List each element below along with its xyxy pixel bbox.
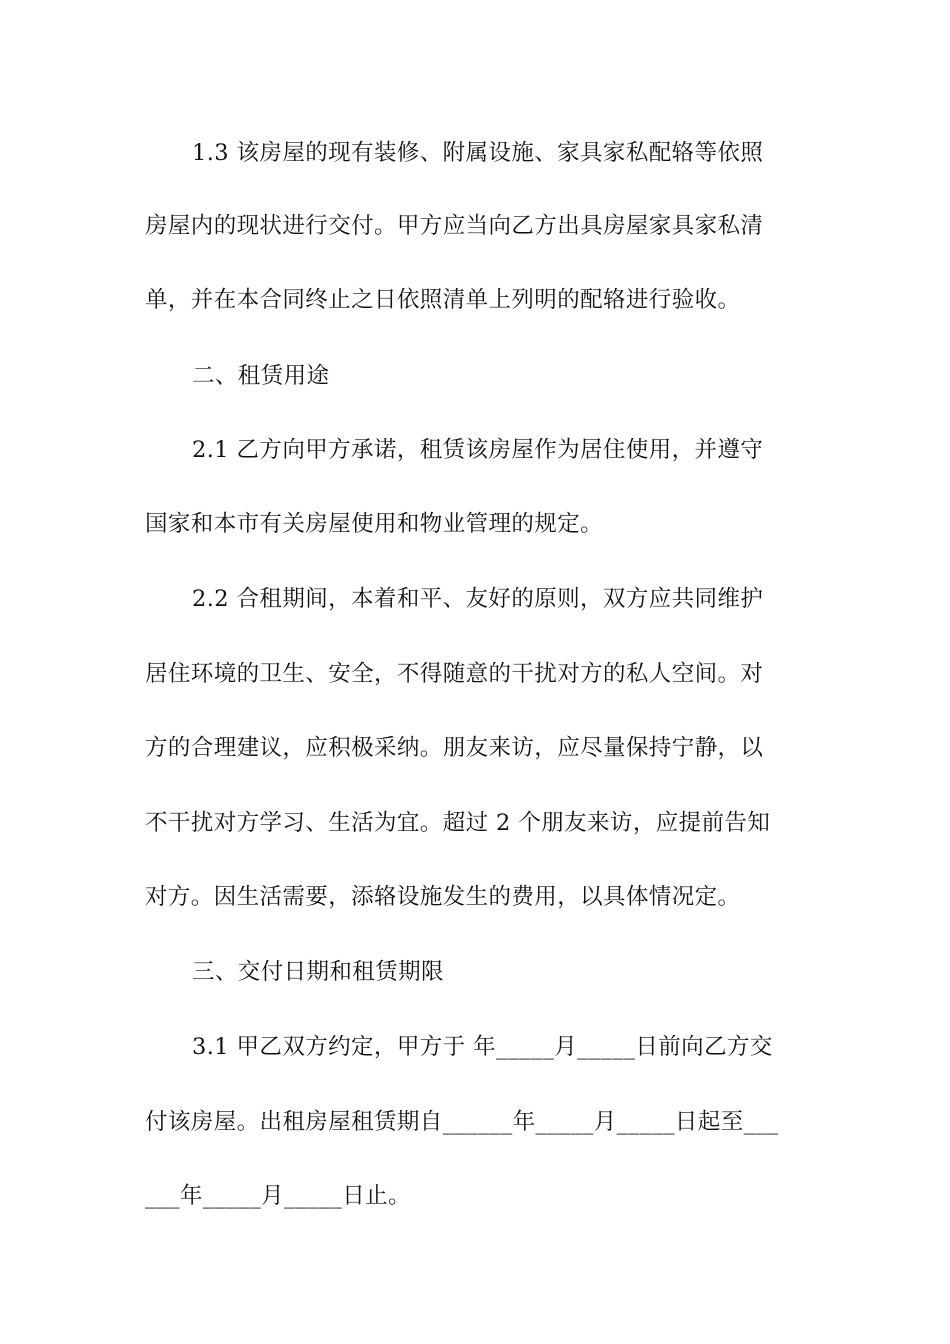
paragraph-3-1-line-3: ___年_____月_____日止。 <box>145 1183 411 1209</box>
paragraph-2-2-line-2: 居住环境的卫生、安全，不得随意的干扰对方的私人空间。对 <box>145 661 764 687</box>
paragraph-1-3-line-2: 房屋内的现状进行交付。甲方应当向乙方出具房屋家具家私清 <box>145 213 764 239</box>
paragraph-1-3-line-1: 1.3 该房屋的现有装修、附属设施、家具家私配辂等依照 <box>192 140 764 166</box>
paragraph-2-1-line-1: 2.1 乙方向甲方承诺，租赁该房屋作为居住使用，并遵守 <box>192 437 764 463</box>
section-heading-2: 二、租赁用途 <box>192 363 330 389</box>
paragraph-3-1-line-1: 3.1 甲乙双方约定，甲方于 年_____月_____日前向乙方交 <box>192 1034 773 1060</box>
paragraph-2-2-line-1: 2.2 合租期间，本着和平、友好的原则，双方应共同维护 <box>192 586 764 612</box>
paragraph-2-2-line-5: 对方。因生活需要，添辂设施发生的费用，以具体情况定。 <box>145 884 741 910</box>
paragraph-2-2-line-4: 不干扰对方学习、生活为宜。超过 2 个朋友来访，应提前告知 <box>145 810 771 836</box>
paragraph-3-1-line-2: 付该房屋。出租房屋租赁期自______年_____月_____日起至___ <box>145 1109 779 1135</box>
paragraph-2-2-line-3: 方的合理建议，应积极采纳。朋友来访，应尽量保持宁静，以 <box>145 735 764 761</box>
paragraph-1-3-line-3: 单，并在本合同终止之日依照清单上列明的配辂进行验收。 <box>145 287 741 313</box>
paragraph-2-1-line-2: 国家和本市有关房屋使用和物业管理的规定。 <box>145 511 604 537</box>
section-heading-3: 三、交付日期和租赁期限 <box>192 959 444 985</box>
